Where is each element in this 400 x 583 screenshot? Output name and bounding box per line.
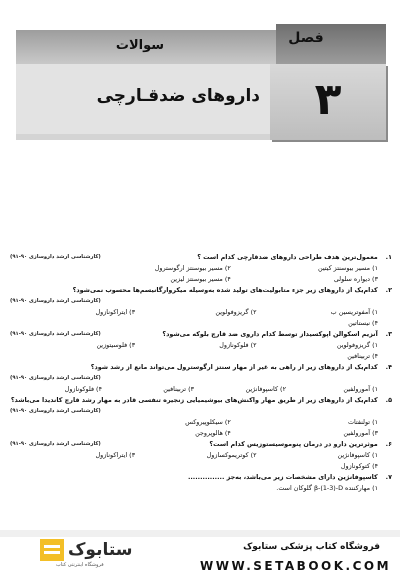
chapter-number: ۳ (314, 74, 342, 125)
question-stem: آنزیم اسکوالن اپوکسیداز توسط کدام داروی ضد قارچ بلوکه می‌شود؟ (162, 330, 378, 338)
question-item (10, 329, 392, 362)
question-source: (کارشناسی ارشد داروسازی ۹۰-۹۱) (10, 408, 101, 414)
question-source: (کارشناسی ارشد داروسازی ۹۰-۹۱) (10, 375, 101, 381)
question-number: ۲. (385, 286, 392, 294)
question-text (197, 252, 392, 263)
option: ۱) مسیر بیوسنتز کیتین (317, 264, 378, 272)
question-stem: معمول‌ترین هدف طراحی داروهای ضدقارچی کدام است ؟ (197, 253, 378, 261)
option: ۲) فلوکونازول (219, 341, 257, 349)
section-word: سوالات (115, 38, 165, 53)
option: ۲) کوتریموکسازول (206, 451, 257, 459)
question-item (10, 285, 392, 307)
header-band-edge (16, 134, 296, 140)
option: ۳) ایتراکونازول (95, 308, 136, 316)
question-number: ۶. (385, 440, 392, 448)
chapter-title: داروهای ضدقـارچی (96, 86, 260, 106)
option: ۳) ایتراکونازول (95, 451, 136, 459)
option: ۴) کتوکونازول (340, 462, 378, 470)
shop-title: فروشگاه کتاب پزشکی ستابوک (243, 542, 380, 552)
shop-url[interactable]: WWW.SETABOOK.COM (200, 559, 392, 573)
option: ۱) تولنفتات (347, 418, 378, 426)
question-number: ۱. (385, 253, 392, 261)
question-source: (کارشناسی ارشد داروسازی ۹۰-۹۱) (10, 441, 101, 447)
logo-tagline: فروشگاه اینترنتی کتاب (56, 562, 104, 568)
chapter-header (0, 0, 400, 165)
option: ۳) تربینافین (163, 385, 194, 393)
option: ۳) دیواره سلولی (333, 275, 378, 283)
question-item (10, 439, 392, 472)
option: ۴) فلوکونازول (64, 385, 102, 393)
option: ۲) مسیر بیوسنتز ارگوسترول (154, 264, 231, 272)
question-number: ۴. (385, 363, 392, 371)
chapter-word: فصل (288, 30, 324, 46)
option: ۱) مهارکننده β-(1-3)-D گلوکان است. (276, 484, 378, 492)
option: ۱) آمفوتریسین ب (330, 308, 378, 316)
question-item (10, 252, 392, 285)
question-stem: کاسپوفانژین دارای مشخصات زیر می‌باشد، به‌جز ............... (187, 473, 378, 481)
question-number: ۵. (385, 396, 392, 404)
question-stem: کدام‌یک از داروهای زیر جزء متابولیت‌های تولید شده به‌وسیله میکروارگانیسم‌ها محسوب نمی‌شود؟ (72, 286, 378, 294)
option: ۴) هالوپروجن (195, 429, 231, 437)
question-text (188, 472, 392, 483)
question-text (209, 439, 392, 450)
logo-stripe (44, 545, 60, 548)
question-text (162, 329, 392, 340)
book-logo-icon (40, 539, 64, 561)
question-number: ۷. (385, 473, 392, 481)
option: ۱) آمورولفین (343, 385, 378, 393)
logo-stripe (44, 551, 60, 554)
option: ۴) تربینافین (347, 352, 378, 360)
logo-name: ستابوک (68, 540, 133, 560)
option: ۲) کاسپوفانژین (245, 385, 286, 393)
footer-banner (0, 530, 400, 583)
option: ۱) کاسپوفانژین (337, 451, 378, 459)
question-item (10, 472, 392, 494)
footer-strip (0, 530, 400, 537)
option: ۲) گریزوفولوین (215, 308, 257, 316)
question-source: (کارشناسی ارشد داروسازی ۹۰-۹۱) (10, 298, 101, 304)
question-stem: کدام‌یک از داروهای زیر از راهی به غیر از مهار سنتز ارگوسترول می‌تواند مانع از رشد شود؟ (90, 363, 378, 371)
question-source: (کارشناسی ارشد داروسازی ۹۰-۹۱) (10, 331, 101, 337)
option: ۴) نیستاتین (348, 319, 378, 327)
question-text (73, 285, 392, 296)
question-options-row (10, 307, 392, 329)
option: ۴) مسیر بیوسنتز لیزین (170, 275, 231, 283)
question-text (11, 395, 392, 406)
option: ۳) فلوسیتوزین (96, 341, 136, 349)
question-item (10, 395, 392, 439)
option: ۳) آمورولفین (343, 429, 378, 437)
option: ۱) گریزوفولوین (336, 341, 378, 349)
question-stem: موثرترین دارو در درمان پنوموسیستوزیس کدام است؟ (209, 440, 378, 448)
option: ۲) سیکلوپیروکس (185, 418, 231, 426)
question-item (10, 362, 392, 395)
question-number: ۳. (385, 330, 392, 338)
question-source: (کارشناسی ارشد داروسازی ۹۰-۹۱) (10, 254, 101, 260)
question-text (91, 362, 392, 373)
question-list (10, 252, 392, 494)
question-stem: کدام‌یک از داروهای زیر از طریق مهار واکنش‌های بیوشیمیایی زنجیره تنفسی قادر به مهار رشد قارچ کاندیدا می‌باشد؟ (10, 396, 378, 404)
